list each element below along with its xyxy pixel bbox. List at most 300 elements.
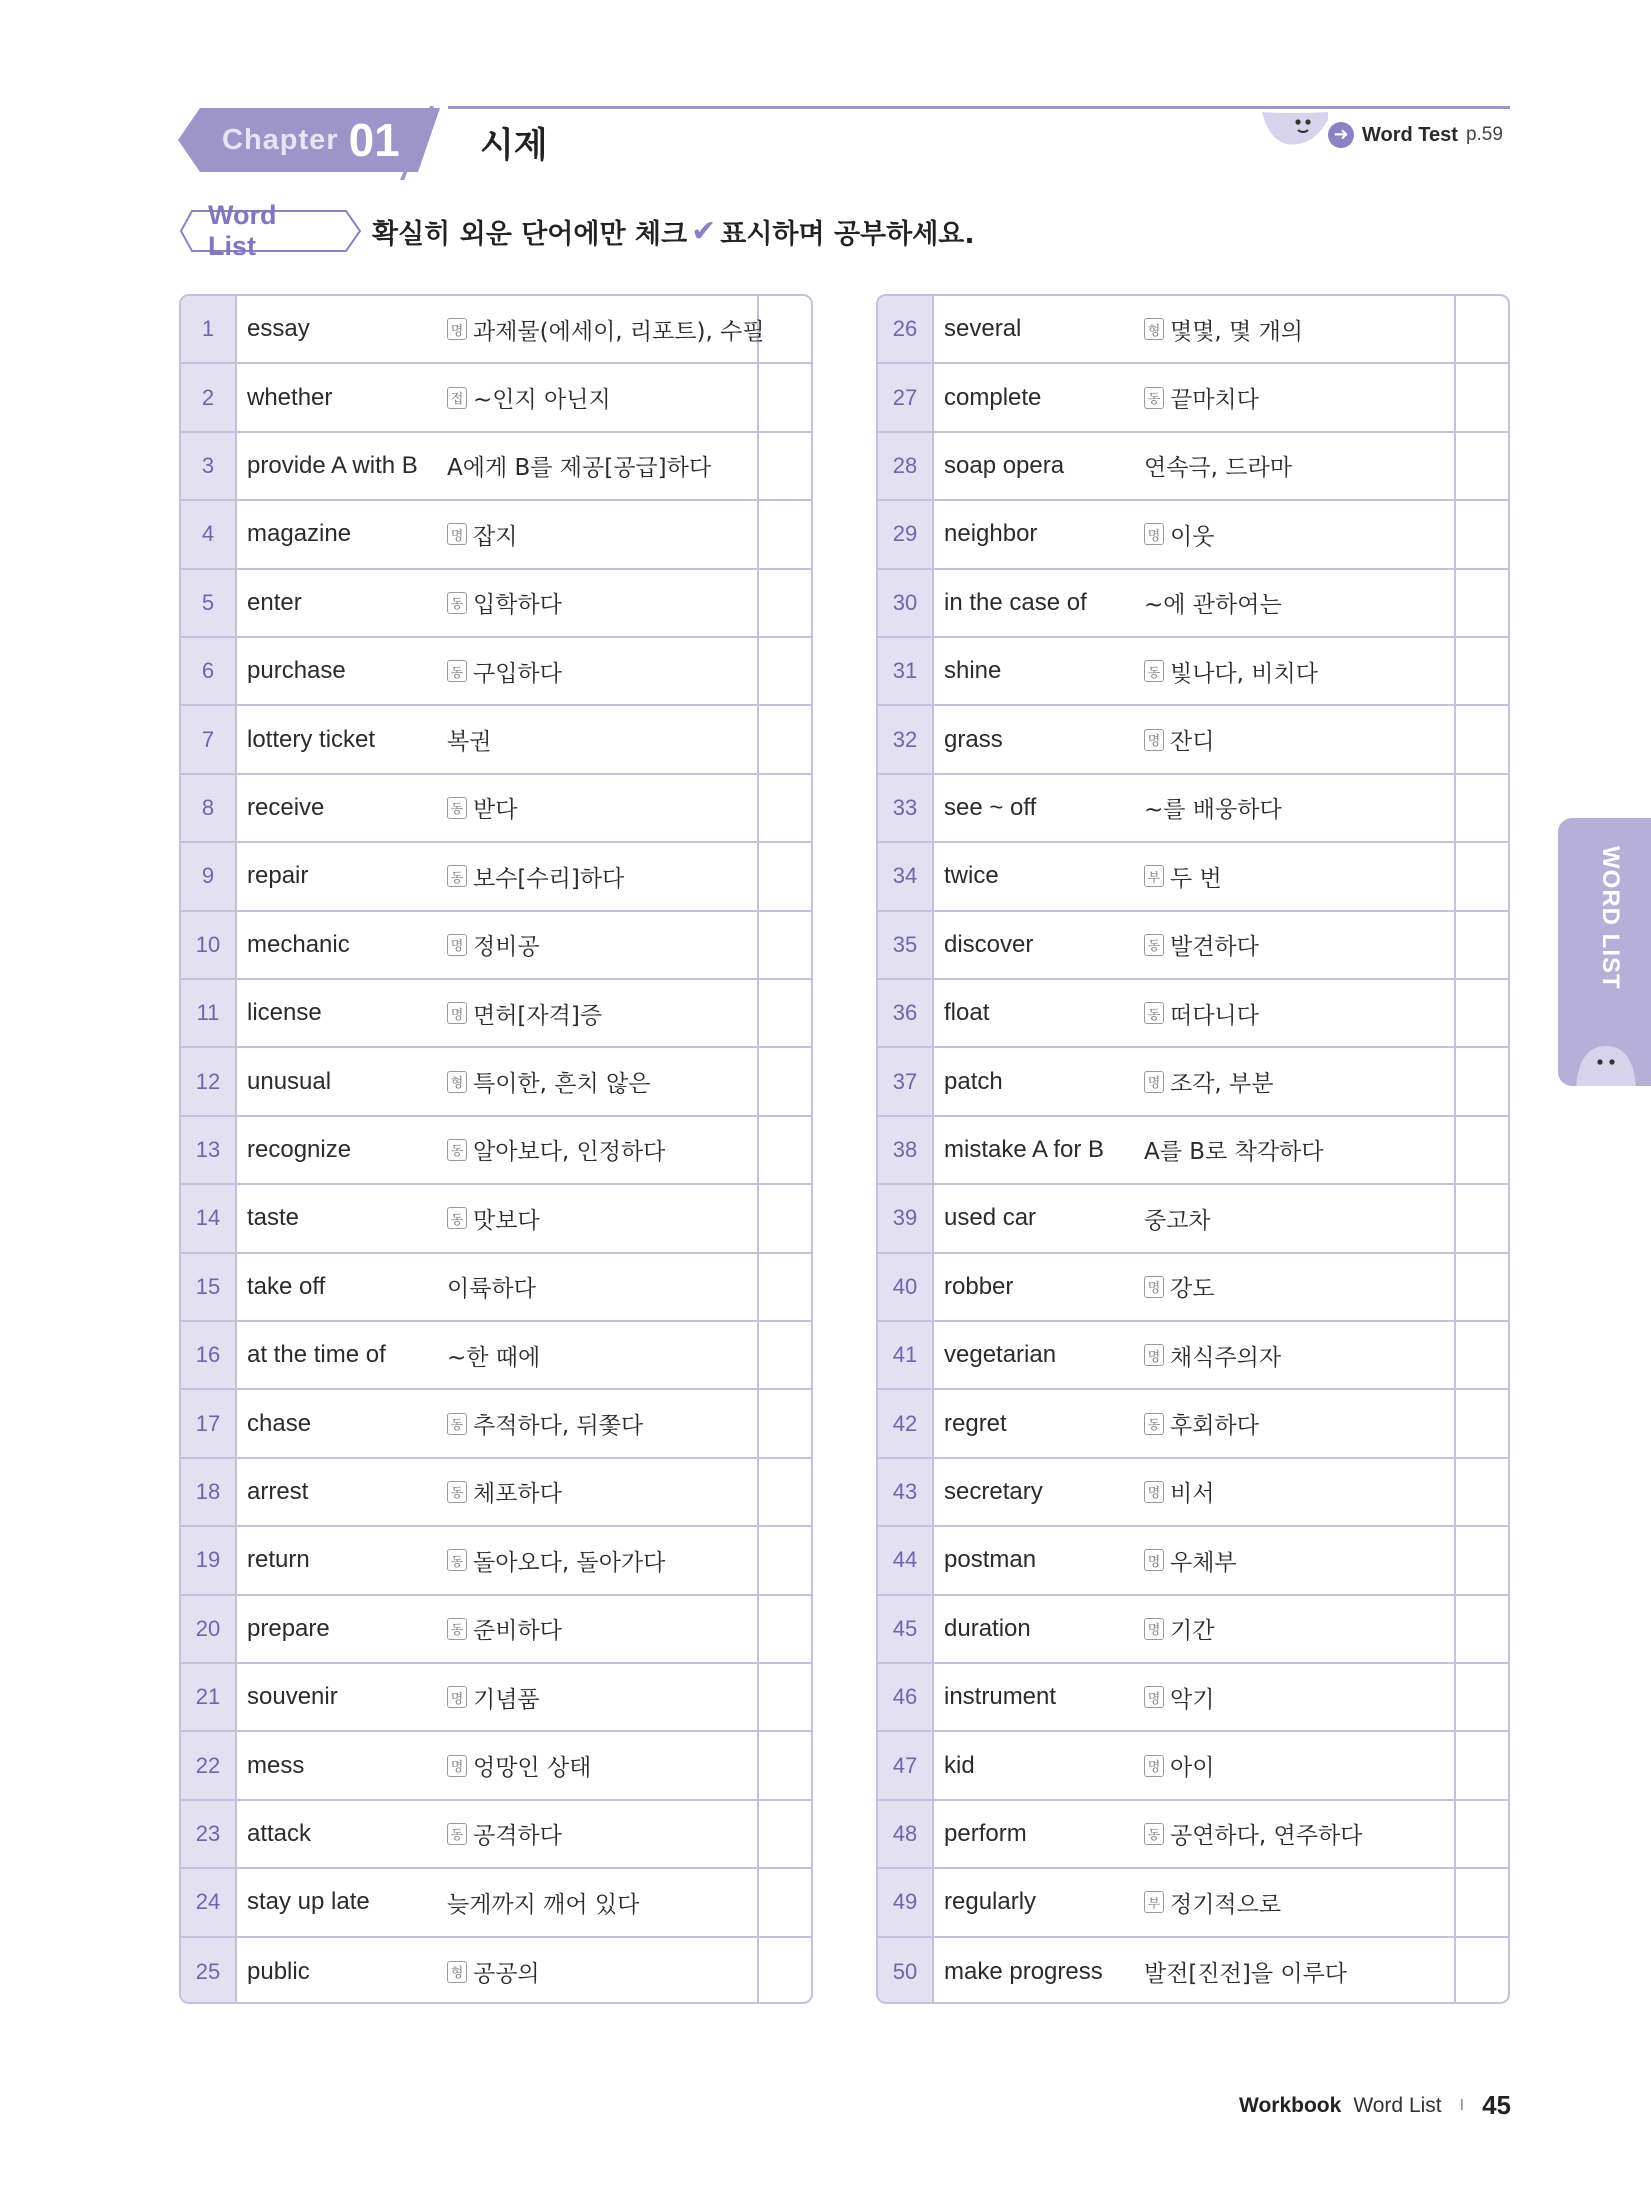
table-row xyxy=(878,1869,1508,1937)
part-of-speech-badge: 부 xyxy=(1144,1891,1164,1913)
check-box[interactable] xyxy=(759,775,811,841)
row-number: 39 xyxy=(892,1205,918,1231)
korean-meaning xyxy=(447,723,759,756)
english-word: chase xyxy=(247,1409,312,1437)
korean-meaning xyxy=(447,1065,759,1098)
english-word: repair xyxy=(247,862,309,890)
row-number: 10 xyxy=(195,931,221,957)
english-word: several xyxy=(944,315,1022,343)
english-word: essay xyxy=(247,315,310,343)
english-word: complete xyxy=(944,383,1042,411)
check-icon: ✔ xyxy=(691,214,717,249)
korean-meaning xyxy=(1144,1544,1456,1577)
english-word: souvenir xyxy=(247,1683,338,1711)
part-of-speech-badge: 명 xyxy=(447,523,467,545)
meaning-text: 공연하다, 연주하다 xyxy=(1170,1823,1363,1850)
check-box[interactable] xyxy=(1456,570,1508,636)
table-row xyxy=(878,296,1508,364)
check-box[interactable] xyxy=(1456,1801,1508,1867)
check-box[interactable] xyxy=(1456,706,1508,772)
korean-meaning xyxy=(1144,1886,1456,1919)
meaning-text: 아이 xyxy=(1170,1755,1215,1782)
meaning-text: 악기 xyxy=(1170,1686,1215,1713)
row-number: 19 xyxy=(195,1547,221,1573)
english-word: enter xyxy=(247,588,302,616)
check-box[interactable] xyxy=(759,1048,811,1114)
table-row xyxy=(878,843,1508,911)
table-row xyxy=(181,1459,811,1527)
check-box[interactable] xyxy=(1456,1869,1508,1935)
row-number: 4 xyxy=(201,521,215,547)
part-of-speech-badge: 명 xyxy=(1144,1549,1164,1571)
check-box[interactable] xyxy=(759,501,811,567)
row-number: 40 xyxy=(892,1273,918,1299)
korean-meaning xyxy=(447,1339,759,1372)
meaning-text: 후회하다 xyxy=(1170,1413,1259,1440)
row-number: 2 xyxy=(201,384,215,410)
english-word: instrument xyxy=(944,1683,1057,1711)
check-box[interactable] xyxy=(759,1801,811,1867)
row-number: 35 xyxy=(892,931,918,957)
korean-meaning xyxy=(1144,1955,1456,1988)
table-row xyxy=(878,1664,1508,1732)
row-number: 49 xyxy=(892,1889,918,1915)
english-word: provide A with B xyxy=(247,451,418,479)
english-word: duration xyxy=(944,1614,1031,1642)
row-number: 13 xyxy=(195,1136,221,1162)
english-word: shine xyxy=(944,657,1002,685)
part-of-speech-badge: 명 xyxy=(447,1002,467,1024)
meaning-text: 끝마치다 xyxy=(1170,387,1259,414)
korean-meaning xyxy=(1144,791,1456,824)
check-box[interactable] xyxy=(759,433,811,499)
meaning-text: ~인지 아닌지 xyxy=(473,387,611,414)
korean-meaning xyxy=(1144,586,1456,619)
check-box[interactable] xyxy=(1456,1048,1508,1114)
meaning-text: 공공의 xyxy=(473,1961,540,1988)
check-box[interactable] xyxy=(759,1459,811,1525)
korean-meaning xyxy=(447,1270,759,1303)
meaning-text: 엉망인 상태 xyxy=(473,1755,592,1782)
part-of-speech-badge: 명 xyxy=(1144,1618,1164,1640)
check-box[interactable] xyxy=(759,1938,811,2004)
meaning-text: 발견하다 xyxy=(1170,934,1259,961)
table-row xyxy=(181,501,811,569)
meaning-text: 구입하다 xyxy=(473,660,562,687)
part-of-speech-badge: 명 xyxy=(1144,523,1164,545)
row-number: 5 xyxy=(201,589,215,615)
table-row xyxy=(181,1117,811,1185)
row-number: 14 xyxy=(195,1205,221,1231)
korean-meaning xyxy=(1144,928,1456,961)
check-box[interactable] xyxy=(759,1732,811,1798)
table-row xyxy=(181,1527,811,1595)
row-number: 30 xyxy=(892,589,918,615)
arrow-right-icon: ➜ xyxy=(1328,122,1354,148)
table-row xyxy=(181,638,811,706)
meaning-text: 두 번 xyxy=(1170,865,1222,892)
korean-meaning xyxy=(1144,1817,1456,1850)
table-row xyxy=(181,706,811,774)
check-box[interactable] xyxy=(759,1869,811,1935)
row-number: 42 xyxy=(892,1410,918,1436)
korean-meaning xyxy=(1144,1202,1456,1235)
meaning-text: 입학하다 xyxy=(473,592,562,619)
row-number: 26 xyxy=(892,316,918,342)
korean-meaning xyxy=(447,313,765,346)
english-word: mess xyxy=(247,1751,305,1779)
check-box[interactable] xyxy=(759,1322,811,1388)
korean-meaning xyxy=(1144,1475,1456,1508)
table-row xyxy=(181,296,811,364)
row-number: 18 xyxy=(195,1478,221,1504)
row-number: 46 xyxy=(892,1684,918,1710)
korean-meaning xyxy=(1144,860,1456,893)
part-of-speech-badge: 명 xyxy=(447,1686,467,1708)
table-row xyxy=(181,570,811,638)
check-box[interactable] xyxy=(1456,1664,1508,1730)
english-word: attack xyxy=(247,1819,312,1847)
meaning-text: 기간 xyxy=(1170,1618,1215,1645)
row-number: 20 xyxy=(195,1615,221,1641)
english-word: mistake A for B xyxy=(944,1135,1105,1163)
korean-meaning xyxy=(1144,449,1456,482)
meaning-text: 복권 xyxy=(447,729,492,756)
table-row xyxy=(878,775,1508,843)
word-table-right xyxy=(876,294,1510,2004)
part-of-speech-badge: 형 xyxy=(447,1961,467,1983)
korean-meaning xyxy=(447,381,759,414)
table-row xyxy=(181,1185,811,1253)
row-number: 1 xyxy=(201,316,215,342)
table-row xyxy=(878,912,1508,980)
meaning-text: 알아보다, 인정하다 xyxy=(473,1139,666,1166)
row-number: 32 xyxy=(892,726,918,752)
check-box[interactable] xyxy=(1456,1322,1508,1388)
footer-separator: I xyxy=(1459,2096,1465,2114)
part-of-speech-badge: 동 xyxy=(447,660,467,682)
side-tab-label: WORD LIST xyxy=(1597,846,1624,990)
table-row xyxy=(878,570,1508,638)
check-box[interactable] xyxy=(759,364,811,430)
table-row xyxy=(878,433,1508,501)
part-of-speech-badge: 명 xyxy=(447,318,467,340)
meaning-text: 돌아오다, 돌아가다 xyxy=(473,1549,666,1576)
english-word: prepare xyxy=(247,1614,330,1642)
check-box[interactable] xyxy=(1456,980,1508,1046)
english-word: receive xyxy=(247,793,325,821)
meaning-text: 늦게까지 깨어 있다 xyxy=(447,1891,640,1918)
english-word: secretary xyxy=(944,1477,1043,1505)
part-of-speech-badge: 명 xyxy=(1144,1755,1164,1777)
english-word: discover xyxy=(944,930,1034,958)
part-of-speech-badge: 접 xyxy=(447,387,467,409)
row-number: 6 xyxy=(201,658,215,684)
part-of-speech-badge: 동 xyxy=(1144,387,1164,409)
english-word: license xyxy=(247,999,322,1027)
english-word: make progress xyxy=(944,1957,1103,1985)
row-number: 12 xyxy=(195,1068,221,1094)
meaning-text: 정비공 xyxy=(473,934,540,961)
check-box[interactable] xyxy=(759,1527,811,1593)
check-box[interactable] xyxy=(1456,638,1508,704)
korean-meaning xyxy=(1144,1407,1456,1440)
meaning-text: 이웃 xyxy=(1170,523,1215,550)
row-number: 45 xyxy=(892,1615,918,1641)
table-row xyxy=(878,1527,1508,1595)
korean-meaning xyxy=(447,1133,759,1166)
check-box[interactable] xyxy=(759,912,811,978)
meaning-text: 과제물(에세이, 리포트), 수필 xyxy=(473,318,765,345)
check-box[interactable] xyxy=(759,1390,811,1456)
korean-meaning xyxy=(1144,1339,1456,1372)
meaning-text: 비서 xyxy=(1170,1481,1215,1508)
table-row xyxy=(878,1254,1508,1322)
part-of-speech-badge: 부 xyxy=(1144,865,1164,887)
korean-meaning xyxy=(447,1202,759,1235)
english-word: purchase xyxy=(247,657,346,685)
row-number: 48 xyxy=(892,1820,918,1846)
part-of-speech-badge: 명 xyxy=(1144,729,1164,751)
row-number: 9 xyxy=(201,863,215,889)
meaning-text: 강도 xyxy=(1170,1276,1215,1303)
korean-meaning xyxy=(447,1407,759,1440)
english-word: twice xyxy=(944,862,999,890)
english-word: perform xyxy=(944,1819,1027,1847)
part-of-speech-badge: 동 xyxy=(1144,660,1164,682)
row-number: 29 xyxy=(892,521,918,547)
korean-meaning xyxy=(447,449,759,482)
row-number: 23 xyxy=(195,1820,221,1846)
table-row xyxy=(878,501,1508,569)
part-of-speech-badge: 동 xyxy=(447,797,467,819)
korean-meaning xyxy=(1144,1612,1456,1645)
row-number: 15 xyxy=(195,1273,221,1299)
row-number: 25 xyxy=(195,1958,221,1984)
meaning-text: 채식주의자 xyxy=(1170,1344,1282,1371)
row-number: 31 xyxy=(892,658,918,684)
check-box[interactable] xyxy=(1456,1117,1508,1183)
check-box[interactable] xyxy=(759,1185,811,1251)
row-number: 17 xyxy=(195,1410,221,1436)
part-of-speech-badge: 동 xyxy=(447,1823,467,1845)
check-box[interactable] xyxy=(759,706,811,772)
check-box[interactable] xyxy=(1456,1459,1508,1525)
table-row xyxy=(878,1596,1508,1664)
part-of-speech-badge: 명 xyxy=(1144,1481,1164,1503)
part-of-speech-badge: 동 xyxy=(447,592,467,614)
check-box[interactable] xyxy=(1456,912,1508,978)
check-box[interactable] xyxy=(759,1254,811,1320)
table-row xyxy=(181,364,811,432)
part-of-speech-badge: 동 xyxy=(1144,1413,1164,1435)
chapter-label: Chapter xyxy=(222,123,339,156)
korean-meaning xyxy=(447,928,759,961)
table-row xyxy=(181,1390,811,1458)
meaning-text: ~에 관하여는 xyxy=(1144,592,1282,619)
part-of-speech-badge: 동 xyxy=(447,1549,467,1571)
footer-section: Word List xyxy=(1353,2093,1442,2117)
meaning-text: 맛보다 xyxy=(473,1207,540,1234)
table-row xyxy=(181,1254,811,1322)
english-word: neighbor xyxy=(944,520,1038,548)
table-row xyxy=(878,1390,1508,1458)
english-word: soap opera xyxy=(944,451,1065,479)
korean-meaning xyxy=(1144,1065,1456,1098)
english-word: float xyxy=(944,999,990,1027)
part-of-speech-badge: 동 xyxy=(447,1481,467,1503)
table-row xyxy=(181,1801,811,1869)
check-box[interactable] xyxy=(759,1117,811,1183)
english-word: unusual xyxy=(247,1067,332,1095)
word-test-link[interactable] xyxy=(1328,122,1503,148)
row-number: 22 xyxy=(195,1752,221,1778)
page-title: 시제 xyxy=(480,126,548,166)
check-box[interactable] xyxy=(1456,775,1508,841)
check-box[interactable] xyxy=(759,1596,811,1662)
english-word: kid xyxy=(944,1751,975,1779)
korean-meaning xyxy=(1144,1133,1456,1166)
check-box[interactable] xyxy=(1456,1254,1508,1320)
table-row xyxy=(878,1459,1508,1527)
row-number: 11 xyxy=(196,1000,220,1026)
korean-meaning xyxy=(447,1475,759,1508)
korean-meaning xyxy=(447,1817,759,1850)
korean-meaning xyxy=(447,1544,759,1577)
part-of-speech-badge: 명 xyxy=(1144,1344,1164,1366)
meaning-text: 잡지 xyxy=(473,523,518,550)
meaning-text: 특이한, 흔치 않은 xyxy=(473,1071,651,1098)
chapter-number: 01 xyxy=(348,114,400,166)
row-number: 16 xyxy=(195,1342,221,1368)
english-word: whether xyxy=(247,383,333,411)
table-row xyxy=(181,1596,811,1664)
part-of-speech-badge: 동 xyxy=(1144,1823,1164,1845)
check-box[interactable] xyxy=(1456,1596,1508,1662)
korean-meaning xyxy=(1144,381,1456,414)
check-box[interactable] xyxy=(1456,501,1508,567)
check-box[interactable] xyxy=(759,980,811,1046)
korean-meaning xyxy=(1144,313,1456,346)
table-row xyxy=(878,1938,1508,2004)
korean-meaning xyxy=(1144,1270,1456,1303)
table-row xyxy=(878,980,1508,1048)
word-table-left xyxy=(179,294,813,2004)
korean-meaning xyxy=(1144,723,1456,756)
english-word: taste xyxy=(247,1204,300,1232)
meaning-text: 연속극, 드라마 xyxy=(1144,455,1292,482)
meaning-text: ~를 배웅하다 xyxy=(1144,797,1282,824)
meaning-text: 보수[수리]하다 xyxy=(473,865,625,892)
row-number: 27 xyxy=(892,384,918,410)
meaning-text: 추적하다, 뒤쫓다 xyxy=(473,1413,644,1440)
check-box[interactable] xyxy=(759,638,811,704)
meaning-text: 기념품 xyxy=(473,1686,540,1713)
side-tab-word-list[interactable] xyxy=(1558,818,1651,1086)
part-of-speech-badge: 명 xyxy=(447,1755,467,1777)
meaning-text: 이륙하다 xyxy=(447,1276,536,1303)
check-box[interactable] xyxy=(1456,1390,1508,1456)
meaning-text: 체포하다 xyxy=(473,1481,562,1508)
english-word: robber xyxy=(944,1272,1014,1300)
korean-meaning xyxy=(447,791,759,824)
korean-meaning xyxy=(447,1955,759,1988)
korean-meaning xyxy=(447,1886,759,1919)
check-box[interactable] xyxy=(765,296,813,362)
part-of-speech-badge: 명 xyxy=(1144,1071,1164,1093)
korean-meaning xyxy=(447,586,759,619)
meaning-text: 조각, 부분 xyxy=(1170,1071,1274,1098)
check-box[interactable] xyxy=(1456,1527,1508,1593)
table-row xyxy=(878,1048,1508,1116)
check-box[interactable] xyxy=(1456,1938,1508,2004)
footer-book: Workbook xyxy=(1239,2093,1342,2117)
check-box[interactable] xyxy=(759,843,811,909)
row-number: 36 xyxy=(892,1000,918,1026)
meaning-text: 준비하다 xyxy=(473,1618,562,1645)
row-number: 24 xyxy=(195,1889,221,1915)
table-row xyxy=(878,1117,1508,1185)
page-footer xyxy=(1239,2090,1511,2121)
meaning-text: 공격하다 xyxy=(473,1823,562,1850)
instruction-after: 표시하며 공부하세요. xyxy=(720,219,975,250)
meaning-text: ~한 때에 xyxy=(447,1344,541,1371)
table-row xyxy=(181,1869,811,1937)
table-row xyxy=(181,433,811,501)
english-word: at the time of xyxy=(247,1341,386,1369)
check-box[interactable] xyxy=(1456,1732,1508,1798)
english-word: magazine xyxy=(247,520,352,548)
english-word: used car xyxy=(944,1204,1037,1232)
header-rule xyxy=(448,106,1510,109)
part-of-speech-badge: 동 xyxy=(1144,934,1164,956)
table-row xyxy=(878,1732,1508,1800)
check-box[interactable] xyxy=(1456,433,1508,499)
instruction xyxy=(372,212,975,251)
english-word: public xyxy=(247,1957,310,1985)
row-number: 34 xyxy=(892,863,918,889)
check-box[interactable] xyxy=(1456,296,1508,362)
part-of-speech-badge: 명 xyxy=(1144,1686,1164,1708)
part-of-speech-badge: 동 xyxy=(447,1618,467,1640)
meaning-text: 받다 xyxy=(473,797,518,824)
check-box[interactable] xyxy=(1456,843,1508,909)
english-word: patch xyxy=(944,1067,1003,1095)
english-word: postman xyxy=(944,1546,1037,1574)
row-number: 50 xyxy=(892,1958,918,1984)
table-row xyxy=(878,1801,1508,1869)
check-box[interactable] xyxy=(1456,364,1508,430)
english-word: take off xyxy=(247,1272,326,1300)
meaning-text: 정기적으로 xyxy=(1170,1891,1282,1918)
row-number: 38 xyxy=(892,1136,918,1162)
korean-meaning xyxy=(447,1612,759,1645)
mascot-icon xyxy=(1262,110,1332,154)
english-word: stay up late xyxy=(247,1888,370,1916)
table-row xyxy=(181,1048,811,1116)
check-box[interactable] xyxy=(1456,1185,1508,1251)
check-box[interactable] xyxy=(759,570,811,636)
part-of-speech-badge: 동 xyxy=(447,1413,467,1435)
check-box[interactable] xyxy=(759,1664,811,1730)
table-row xyxy=(181,843,811,911)
english-word: see ~ off xyxy=(944,793,1037,821)
instruction-before: 확실히 외운 단어에만 체크 xyxy=(372,219,688,250)
english-word: lottery ticket xyxy=(247,725,376,753)
part-of-speech-badge: 형 xyxy=(447,1071,467,1093)
table-row xyxy=(878,638,1508,706)
korean-meaning xyxy=(447,860,759,893)
